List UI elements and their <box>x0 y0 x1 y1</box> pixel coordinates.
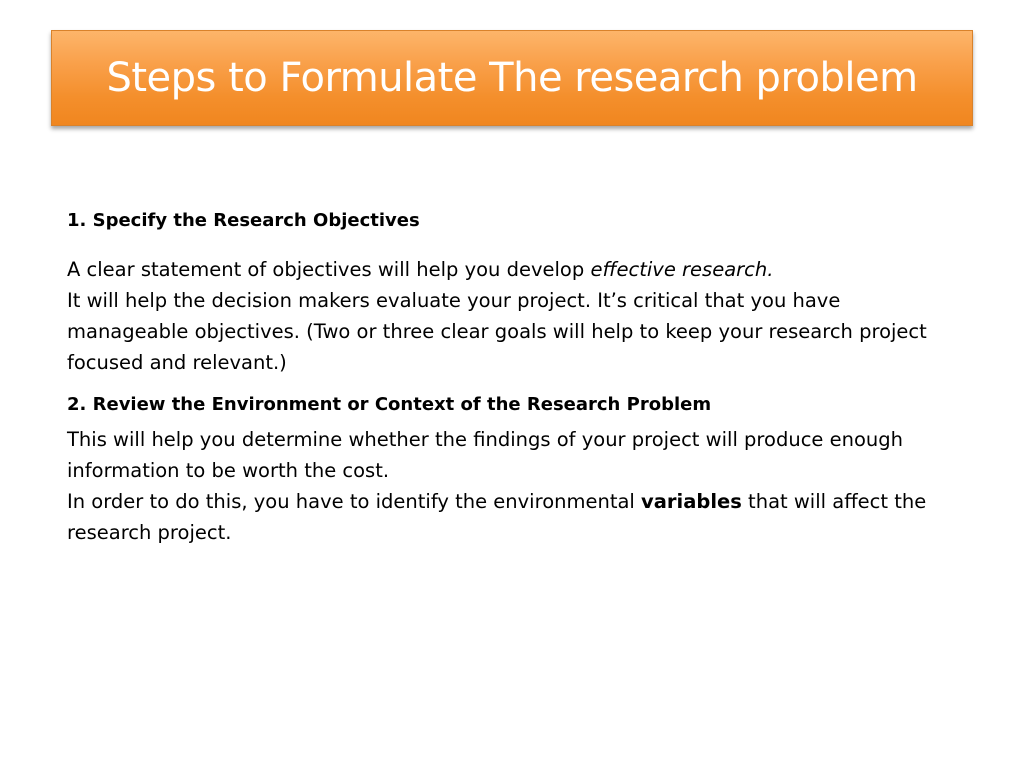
paragraph-text: In order to do this, you have to identify the environmental <box>67 490 642 513</box>
section-paragraph <box>67 254 947 378</box>
section-2 <box>67 392 947 548</box>
section-1 <box>67 208 947 378</box>
paragraph-text: A clear statement of objectives will help you develop <box>67 258 591 281</box>
slide-content <box>67 208 947 548</box>
bold-text: variables <box>641 490 742 513</box>
slide-title: Steps to Formulate The research problem <box>106 55 918 101</box>
section-heading: 2. Review the Environment or Context of the Research Problem <box>67 394 712 415</box>
paragraph-text: that will affect the research project. <box>67 490 927 544</box>
title-banner <box>51 30 973 126</box>
section-paragraph <box>67 424 947 548</box>
paragraph-text: This will help you determine whether the findings of your project will produce enough information to be worth the cost. <box>67 428 903 482</box>
emphasis-text: effective research. <box>590 258 774 281</box>
section-heading: 1. Specify the Research Objectives <box>67 210 420 231</box>
paragraph-text: It will help the decision makers evaluate your project. It’s critical that you have manageable objectives. (Two or three clear goals will help to keep your research project focused and relevant.) <box>67 289 927 374</box>
